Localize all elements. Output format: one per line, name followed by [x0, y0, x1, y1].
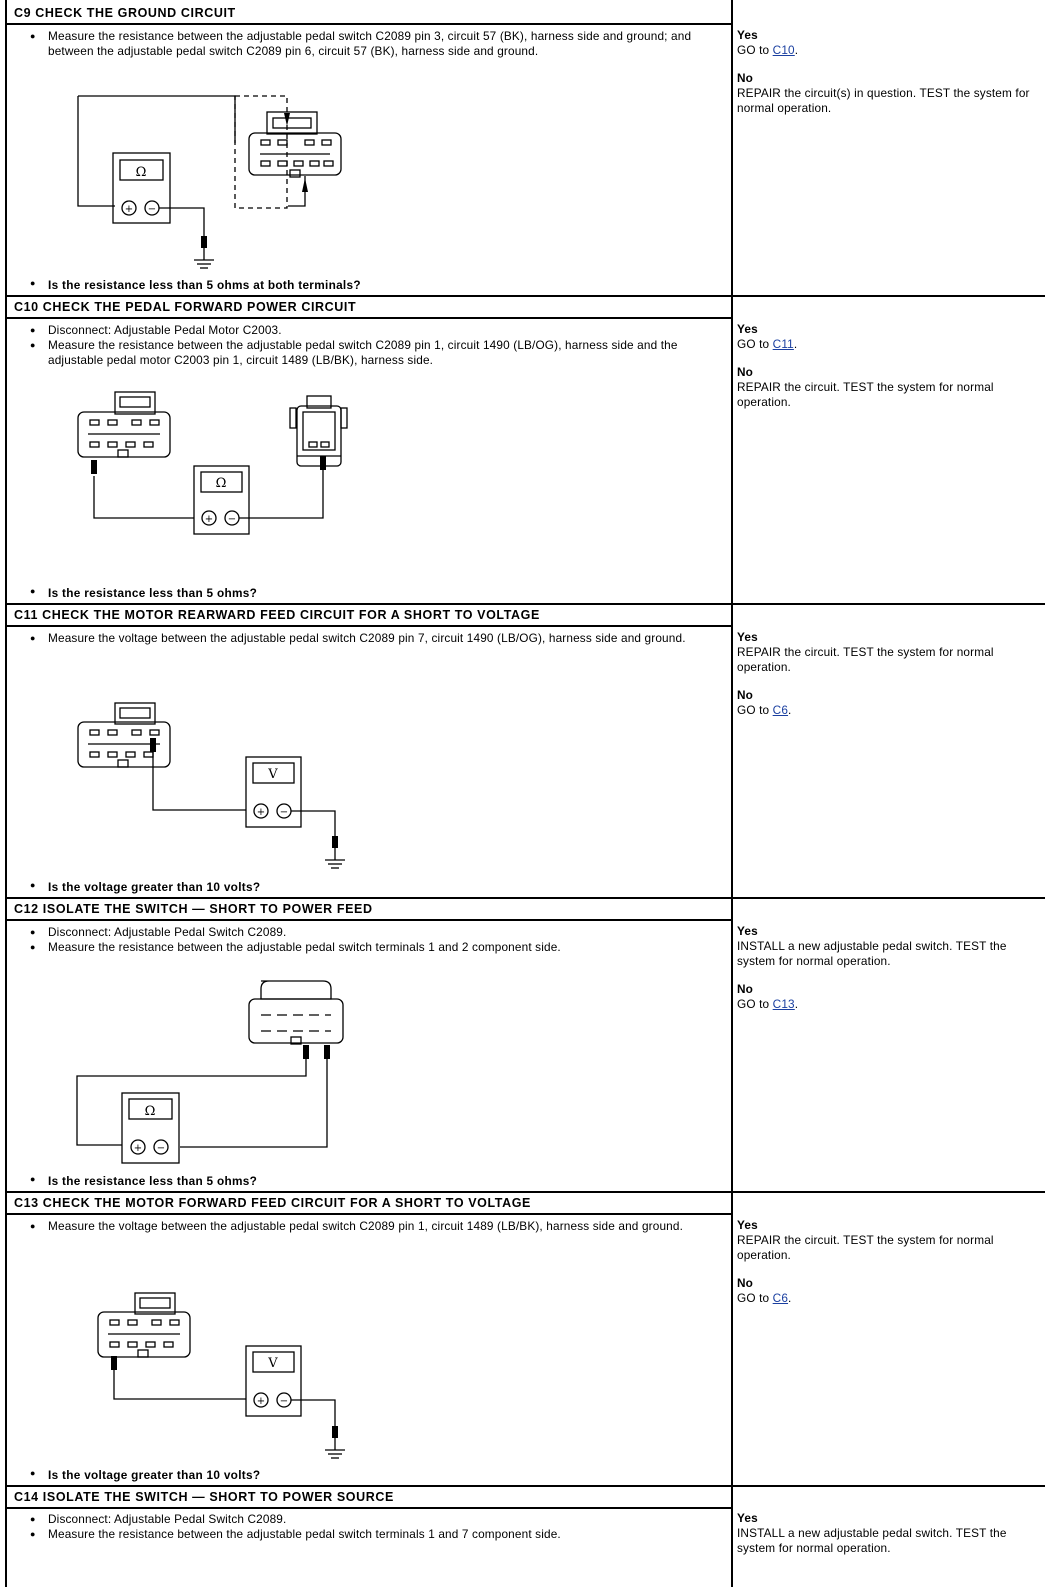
voltmeter-symbol: V	[268, 767, 278, 782]
no-label: No	[737, 71, 754, 85]
step-title: C11 CHECK THE MOTOR REARWARD FEED CIRCUIT FOR A SHORT TO VOLTAGE	[14, 608, 540, 622]
ground-circuit-diagram	[60, 88, 360, 273]
yes-text: GO to	[737, 43, 770, 57]
step-divider	[5, 897, 1045, 899]
step-divider	[5, 1191, 1045, 1193]
forward-feed-diagram	[90, 1288, 370, 1468]
yes-text: INSTALL a new adjustable pedal switch. TEST the system for normal operation.	[737, 1526, 1007, 1555]
goto-link[interactable]: C13	[772, 997, 795, 1011]
instruction-item: ● Disconnect: Adjustable Pedal Motor C2003.	[30, 323, 720, 338]
instruction-item: ● Measure the resistance between the adjustable pedal switch terminals 1 and 2 component side.	[30, 940, 720, 955]
yes-text: REPAIR the circuit. TEST the system for normal operation.	[737, 645, 994, 674]
step-divider	[5, 295, 1045, 297]
no-label: No	[737, 982, 754, 996]
yes-label: Yes	[737, 924, 758, 938]
title-rule	[5, 625, 733, 627]
no-label: No	[737, 688, 754, 702]
no-text: GO to	[737, 1291, 770, 1305]
svg-text:−: −	[279, 1396, 289, 1407]
svg-text:−: −	[279, 807, 289, 818]
svg-text:+: +	[124, 204, 134, 215]
step-answers: Yes GO to C10. No REPAIR the circuit(s) in question. TEST the system for normal operation.	[737, 28, 1042, 129]
yes-label: Yes	[737, 322, 758, 336]
title-rule	[5, 919, 733, 921]
step-instructions	[30, 1512, 720, 1542]
left-border	[5, 0, 7, 1587]
yes-text: INSTALL a new adjustable pedal switch. TEST the system for normal operation.	[737, 939, 1007, 968]
svg-text:+: +	[256, 1396, 266, 1407]
no-text: GO to	[737, 997, 770, 1011]
column-divider	[731, 0, 733, 1587]
title-rule	[5, 1507, 733, 1509]
yes-label: Yes	[737, 1511, 758, 1525]
step-title: C10 CHECK THE PEDAL FORWARD POWER CIRCUIT	[14, 300, 357, 314]
step-question: ● Is the resistance less than 5 ohms?	[30, 1174, 257, 1188]
instruction-item: ● Measure the voltage between the adjustable pedal switch C2089 pin 7, circuit 1490 (LB/OG), harness side and ground.	[30, 631, 720, 646]
no-text: GO to	[737, 703, 770, 717]
voltmeter-symbol: V	[268, 1356, 278, 1371]
step-divider	[5, 603, 1045, 605]
instruction-item: ● Measure the resistance between the adjustable pedal switch C2089 pin 1, circuit 1490 (LB/OG), harness side and the adjustable pedal motor C2003 pin 1, circuit 1489 (LB/BK), harness side.	[30, 338, 720, 368]
svg-text:−: −	[156, 1143, 166, 1154]
yes-label: Yes	[737, 28, 758, 42]
switch-isolation-diagram	[65, 975, 365, 1170]
rearward-feed-diagram	[70, 698, 370, 878]
instruction-item: ● Measure the resistance between the adjustable pedal switch C2089 pin 3, circuit 57 (BK), harness side and ground; and between the adjustable pedal switch C2089 pin 6, circuit 57 (BK), harness side and ground.	[30, 29, 720, 59]
goto-link[interactable]: C6	[772, 1291, 789, 1305]
yes-label: Yes	[737, 1218, 758, 1232]
step-question: ● Is the resistance less than 5 ohms?	[30, 586, 257, 600]
step-title: C9 CHECK THE GROUND CIRCUIT	[14, 6, 236, 20]
step-instructions	[30, 631, 720, 646]
step-answers: Yes GO to C11. No REPAIR the circuit. TEST the system for normal operation.	[737, 322, 1042, 423]
forward-power-diagram	[70, 386, 360, 541]
step-answers: Yes REPAIR the circuit. TEST the system for normal operation. No GO to C6.	[737, 630, 1042, 731]
ohmmeter-symbol: Ω	[215, 476, 227, 491]
instruction-item: ● Measure the resistance between the adjustable pedal switch terminals 1 and 7 component side.	[30, 1527, 720, 1542]
no-text: REPAIR the circuit(s) in question. TEST the system for normal operation.	[737, 86, 1030, 115]
instruction-item: ● Disconnect: Adjustable Pedal Switch C2089.	[30, 1512, 720, 1527]
step-answers: Yes INSTALL a new adjustable pedal switch. TEST the system for normal operation. No GO to C13.	[737, 924, 1042, 1025]
instruction-item: ● Measure the voltage between the adjustable pedal switch C2089 pin 1, circuit 1489 (LB/BK), harness side and ground.	[30, 1219, 720, 1234]
svg-text:+: +	[133, 1143, 143, 1154]
title-rule	[5, 1213, 733, 1215]
yes-label: Yes	[737, 630, 758, 644]
ohmmeter-symbol: Ω	[144, 1104, 156, 1119]
step-title: C13 CHECK THE MOTOR FORWARD FEED CIRCUIT FOR A SHORT TO VOLTAGE	[14, 1196, 531, 1210]
step-divider	[5, 1485, 1045, 1487]
svg-text:−: −	[227, 514, 237, 525]
step-instructions	[30, 29, 720, 59]
yes-text: GO to	[737, 337, 770, 351]
step-answers: Yes REPAIR the circuit. TEST the system for normal operation. No GO to C6.	[737, 1218, 1042, 1319]
no-label: No	[737, 365, 754, 379]
step-answers	[737, 1511, 1042, 1569]
svg-text:−: −	[147, 204, 157, 215]
no-label: No	[737, 1276, 754, 1290]
step-instructions	[30, 323, 720, 368]
title-rule	[5, 23, 733, 25]
step-title: C12 ISOLATE THE SWITCH — SHORT TO POWER FEED	[14, 902, 373, 916]
step-instructions	[30, 925, 720, 955]
goto-link[interactable]: C6	[772, 703, 789, 717]
yes-text: REPAIR the circuit. TEST the system for normal operation.	[737, 1233, 994, 1262]
svg-text:+: +	[256, 807, 266, 818]
instruction-item: ● Disconnect: Adjustable Pedal Switch C2089.	[30, 925, 720, 940]
step-question: ● Is the voltage greater than 10 volts?	[30, 1468, 260, 1482]
step-question: ● Is the resistance less than 5 ohms at both terminals?	[30, 278, 361, 292]
step-title: C14 ISOLATE THE SWITCH — SHORT TO POWER SOURCE	[14, 1490, 394, 1504]
svg-text:+: +	[204, 514, 214, 525]
title-rule	[5, 317, 733, 319]
ohmmeter-symbol: Ω	[135, 165, 147, 180]
goto-link[interactable]: C11	[772, 337, 794, 351]
step-instructions	[30, 1219, 720, 1234]
no-text: REPAIR the circuit. TEST the system for normal operation.	[737, 380, 994, 409]
goto-link[interactable]: C10	[772, 43, 795, 57]
step-question: ● Is the voltage greater than 10 volts?	[30, 880, 260, 894]
